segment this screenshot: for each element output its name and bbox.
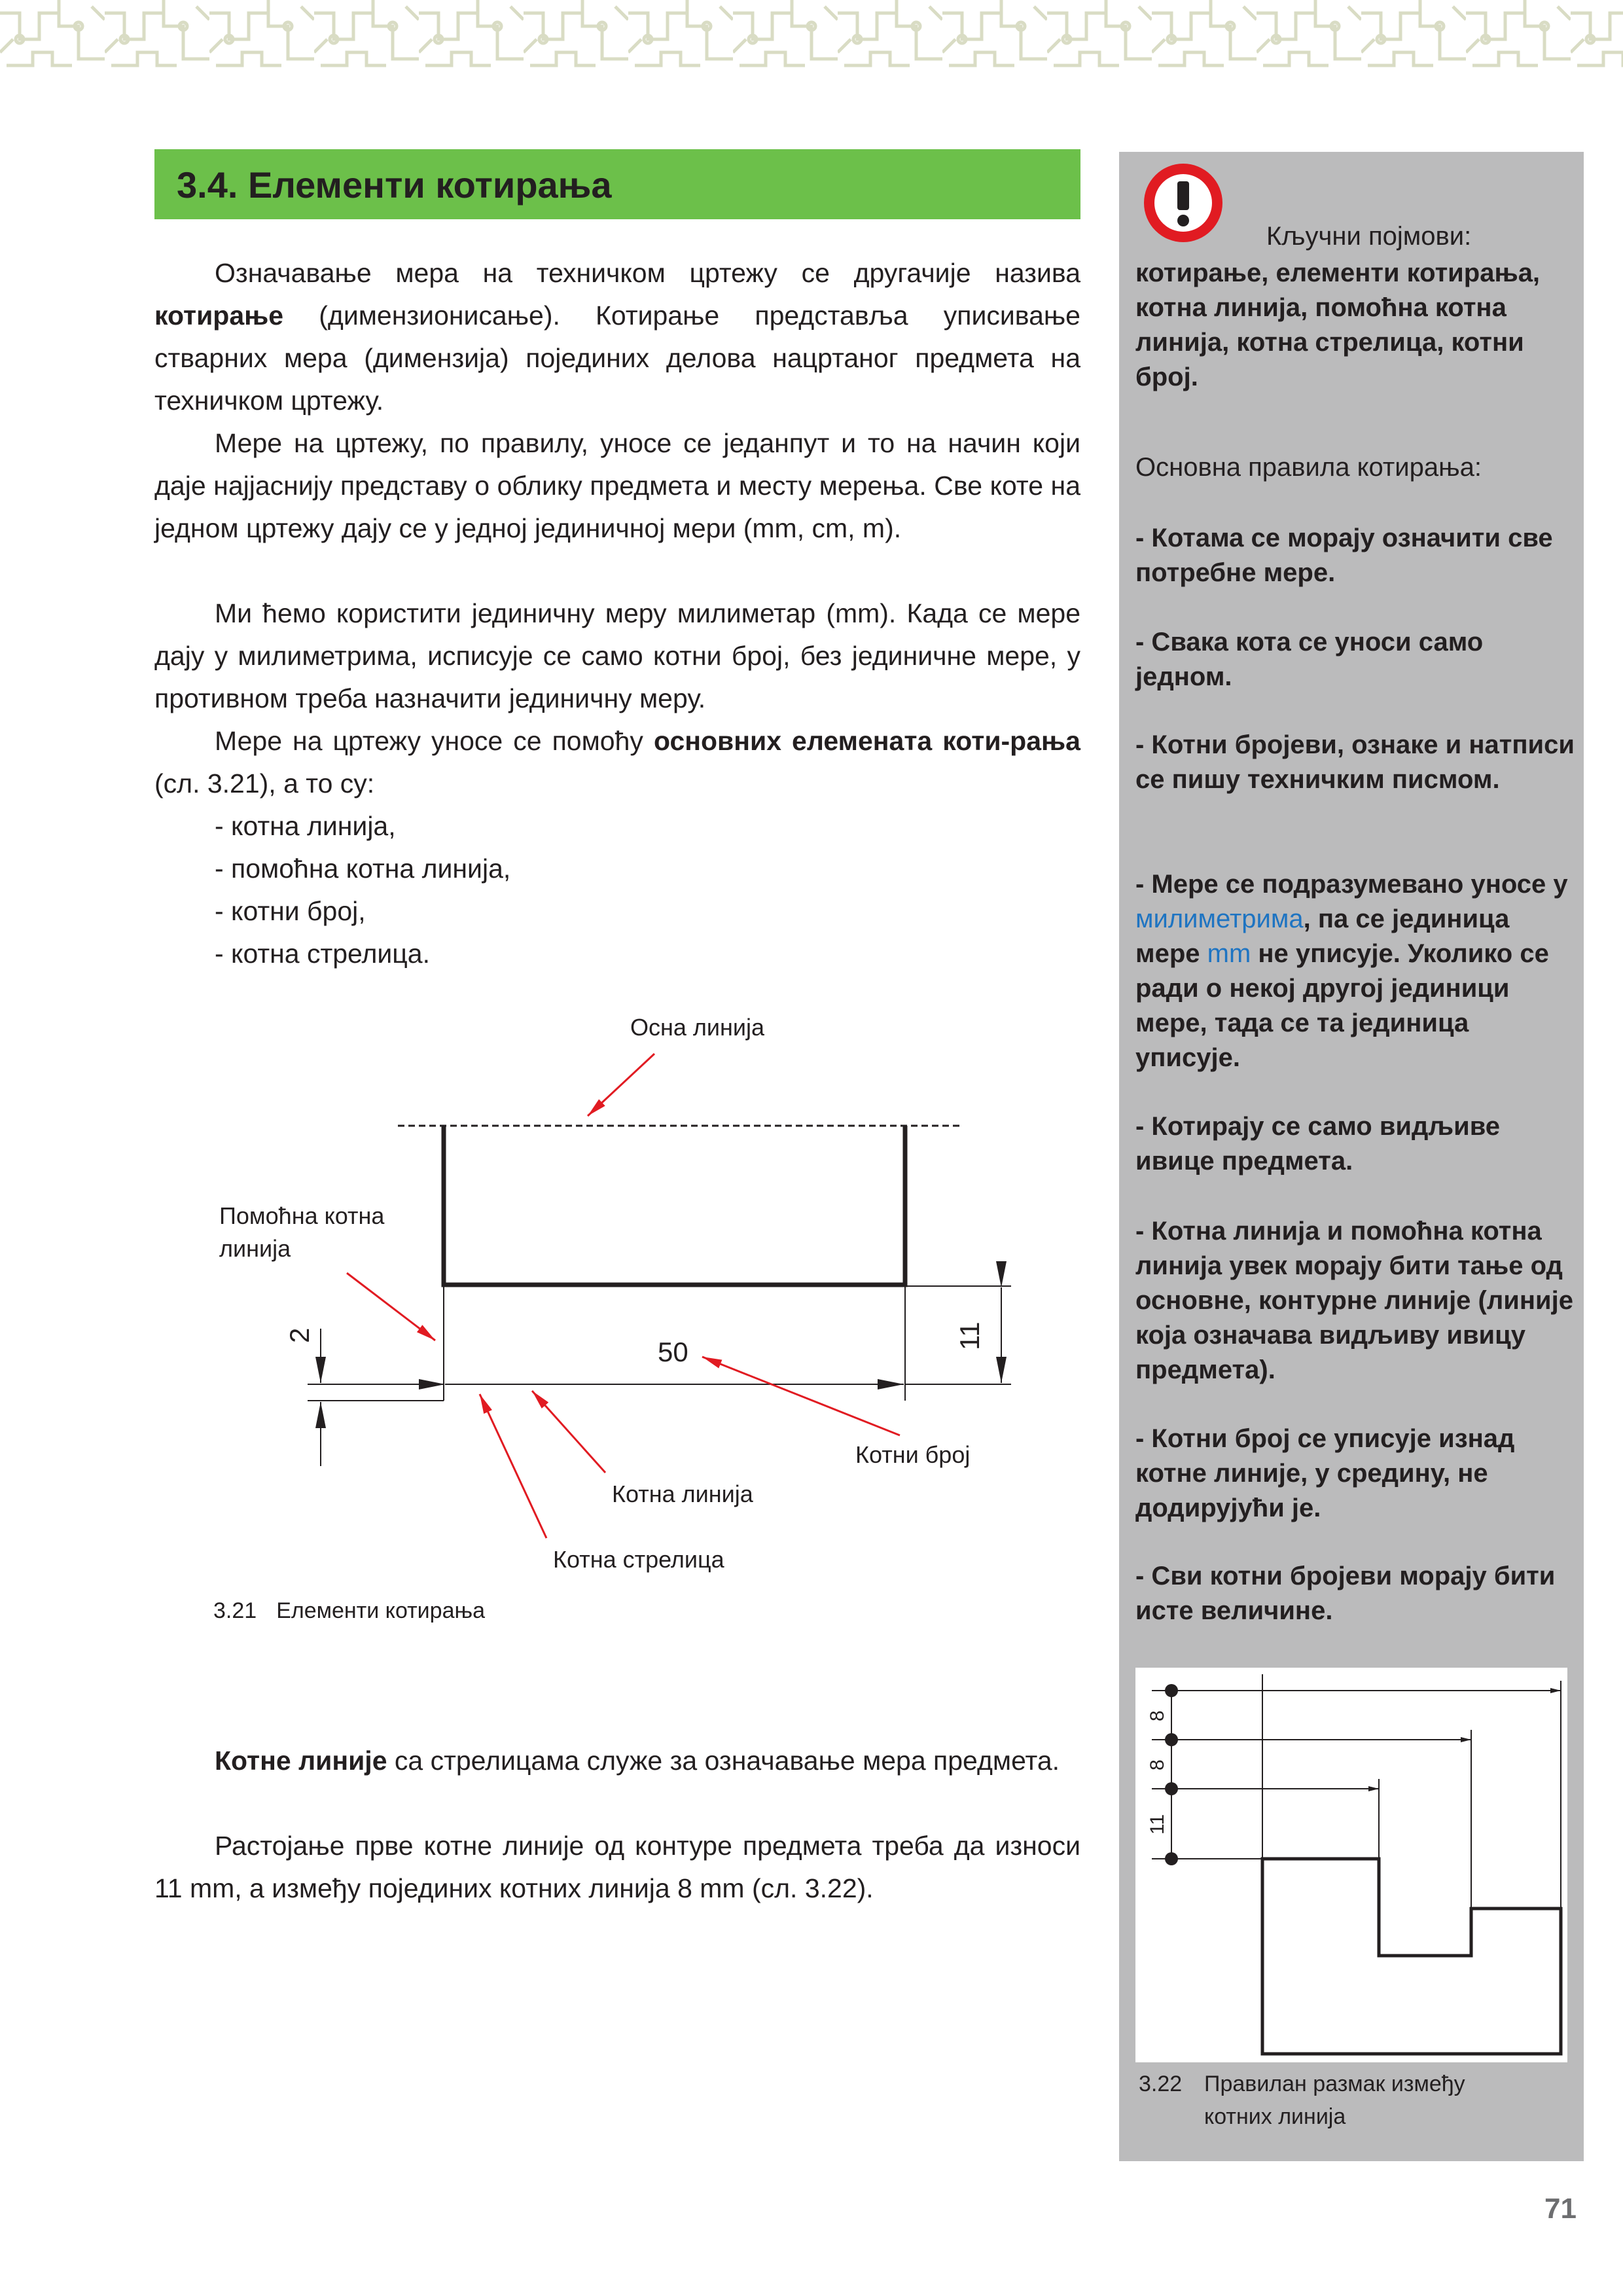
pointer-axis-line xyxy=(588,1054,654,1116)
list-item: - помоћна котна линија, xyxy=(215,853,511,884)
term-kotiranje: котирање xyxy=(154,300,284,331)
paragraph-4: Мере на цртежу уносе се помоћу основних елемената коти-рања (сл. 3.21), а то су: xyxy=(154,726,1080,798)
millimeters-link: милиметрима xyxy=(1135,905,1304,933)
rule-8: - Сви котни бројеви морају бити исте величине. xyxy=(1135,1562,1556,1625)
label-dimension-number: Котни број xyxy=(855,1441,971,1468)
dim-11-label: 11 xyxy=(954,1321,985,1350)
dim-50-label: 50 xyxy=(658,1336,688,1367)
pointer-extension-line xyxy=(347,1273,435,1340)
figure-3-21-caption: 3.21 Елементи котирања xyxy=(213,1598,486,1623)
figure-3-22-caption-num: 3.22 xyxy=(1139,2072,1183,2096)
mm-link: mm xyxy=(1207,939,1251,968)
label-dimension-line: Котна линија xyxy=(612,1480,753,1507)
rule-3: - Котни бројеви, ознаке и натписи се пишу техничким писмом. xyxy=(1135,730,1575,794)
warning-icon xyxy=(1134,160,1232,245)
pointer-dimension-line xyxy=(532,1391,605,1473)
rule-4: - Мере се подразумевано уносе у милиметрима, па се јединица мере mm не уписује. Уколико се ради о некој другој јединици мере, тада се та јединица уписује. xyxy=(1135,870,1568,1072)
pointer-dimension-arrow xyxy=(480,1394,546,1538)
object-contour xyxy=(444,1126,905,1285)
list-item: - котна линија, xyxy=(215,811,396,841)
list-item: - котни број, xyxy=(215,896,366,926)
label-dimension-arrow: Котна стрелица xyxy=(553,1546,724,1573)
paragraph-2: Мере на цртежу, по правилу, уносе се једанпут и то на начин који даје најјаснију представу о облику предмета и месту мерења. Све коте на једном цртежу дају се у једној јединичној мери (mm, cm, m). xyxy=(154,428,1080,543)
fig2-dim-8b: 8 xyxy=(1147,1759,1168,1770)
dim-2-label: 2 xyxy=(284,1327,315,1343)
figure-3-22-caption-line-2: котних линија xyxy=(1204,2104,1346,2129)
label-extension-line-1: Помоћна котна xyxy=(219,1202,385,1229)
paragraph-5: Котне линије са стрелицама служе за означавање мера предмета. xyxy=(215,1746,1060,1776)
fig2-dim-11: 11 xyxy=(1147,1814,1168,1835)
figure-3-22-drawing xyxy=(1135,1668,1567,2062)
paragraph-6: Растојање прве котне линије од контуре предмета треба да износи 11 mm, а између појединих котних линија 8 mm (сл. 3.22). xyxy=(154,1831,1080,1903)
paragraph-3: Ми ћемо користити јединичну меру милиметар (mm). Када се мере дају у милиметрима, исписује се само котни број, без јединичне мере, у противном треба назначити јединичну меру. xyxy=(154,598,1080,713)
section-heading: 3.4. Елементи котирања xyxy=(177,164,612,206)
rules-title: Основна правила котирања: xyxy=(1135,453,1482,482)
label-axis-line: Осна линија xyxy=(630,1014,765,1041)
paragraph-1: Означавање мера на техничком цртежу се другачије назива котирање (димензионисање). Котирање представља уписивање стварних мера (димензија) појединих делова нацртаног предмета на техничком цртежу. xyxy=(154,258,1080,416)
figure-3-22-caption-line-1: Правилан размак између xyxy=(1204,2072,1465,2096)
term-basic-elements: основних елемената коти-рања xyxy=(653,726,1080,756)
rule-1: - Котама се морају означити све потребне мере. xyxy=(1135,524,1553,587)
rule-2: - Свака кота се уноси само једном. xyxy=(1135,628,1484,691)
key-terms: котирање, елементи котирања, котна линија, помоћна котна линија, котна стрелица, котни број. xyxy=(1135,259,1541,391)
figure-3-22-object xyxy=(1262,1859,1561,2054)
rule-7: - Котни број се уписује изнад котне линије, у средину, не додирујући је. xyxy=(1135,1424,1515,1522)
list-item: - котна стрелица. xyxy=(215,939,430,969)
key-terms-label: Кључни појмови: xyxy=(1266,222,1472,251)
rule-6: - Котна линија и помоћна котна линија увек морају бити тање од основне, контурне линије (линије која означава видљиву ивицу предмета). xyxy=(1135,1217,1573,1384)
pointer-dimension-number xyxy=(702,1357,900,1435)
page-number: 71 xyxy=(1544,2193,1577,2225)
rule-5: - Котирају се само видљиве ивице предмета. xyxy=(1135,1112,1501,1175)
label-extension-line-2: линија xyxy=(219,1235,291,1262)
fig2-dim-8a: 8 xyxy=(1147,1710,1168,1721)
